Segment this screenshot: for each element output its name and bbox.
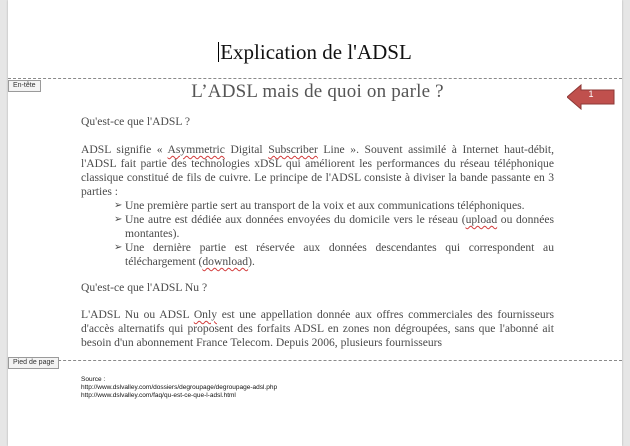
header-zone-tag: En-tête	[8, 80, 41, 92]
paragraph-adsl-definition: ADSL signifie « Asymmetric Digital Subscriber Line ». Souvent assimilé à Internet haut-débit, l'ADSL fait partie des technologies xDSL qui améliorent les performances du réseau téléphonique classique constitué de fils de cuivre. Le principe de l'ADSL consiste à diviser la bande passante en 3 parties :	[81, 143, 554, 198]
spellcheck-word[interactable]: download	[202, 255, 249, 268]
footer-link[interactable]: http://www.dslvalley.com/dossiers/degroupage/degroupage-adsl.php	[81, 384, 278, 391]
arrow-number-label: 1	[588, 89, 594, 99]
spellcheck-word[interactable]: Only	[193, 308, 217, 321]
document-page[interactable]	[8, 0, 622, 446]
spellcheck-word[interactable]: upload	[465, 213, 498, 226]
arrow-bullet-icon: ➢	[114, 214, 123, 225]
bandwidth-parts-list	[81, 199, 554, 269]
page-header-area[interactable]	[8, 0, 622, 78]
question-adsl: Qu'est-ce que l'ADSL ?	[81, 115, 191, 128]
footer-zone-tag: Pied de page	[8, 357, 59, 369]
list-item: ➢ Une autre est dédiée aux données envoyées du domicile vers le réseau (upload ou données montantes).	[114, 213, 554, 240]
arrow-bullet-icon: ➢	[114, 200, 123, 211]
spellcheck-word[interactable]: Asymmetric	[167, 143, 225, 156]
header-title[interactable]: Explication de l'ADSL	[220, 40, 412, 64]
footer-link[interactable]: http://www.dslvalley.com/faq/qu-est-ce-que-l-adsl.html	[81, 392, 236, 399]
paragraph-adsl-nu: L'ADSL Nu ou ADSL Only est une appellation donnée aux offres commerciales des fournisseurs d'accès alternatifs qui proposent des forfaits ADSL en zones non dégroupées, sans que l'abonné ait besoin d'un abonnement France Telecom. Depuis 2006, plusieurs fournisseurs	[81, 308, 554, 349]
document-heading: L’ADSL mais de quoi on parle ?	[191, 81, 444, 102]
document-body[interactable]	[81, 78, 554, 359]
spellcheck-word[interactable]: Subscriber	[268, 143, 318, 156]
list-item: ➢ Une dernière partie est réservée aux données descendantes qui correspondent au téléchargement (download).	[114, 241, 554, 268]
list-item: ➢ Une première partie sert au transport de la voix et aux communications téléphoniques.	[114, 199, 525, 212]
page-footer-area[interactable]	[81, 376, 581, 400]
footer-boundary-line	[8, 360, 622, 361]
question-adsl-nu: Qu'est-ce que l'ADSL Nu ?	[81, 281, 208, 294]
arrow-bullet-icon: ➢	[114, 242, 123, 253]
footer-source-label: Source :	[81, 376, 106, 383]
